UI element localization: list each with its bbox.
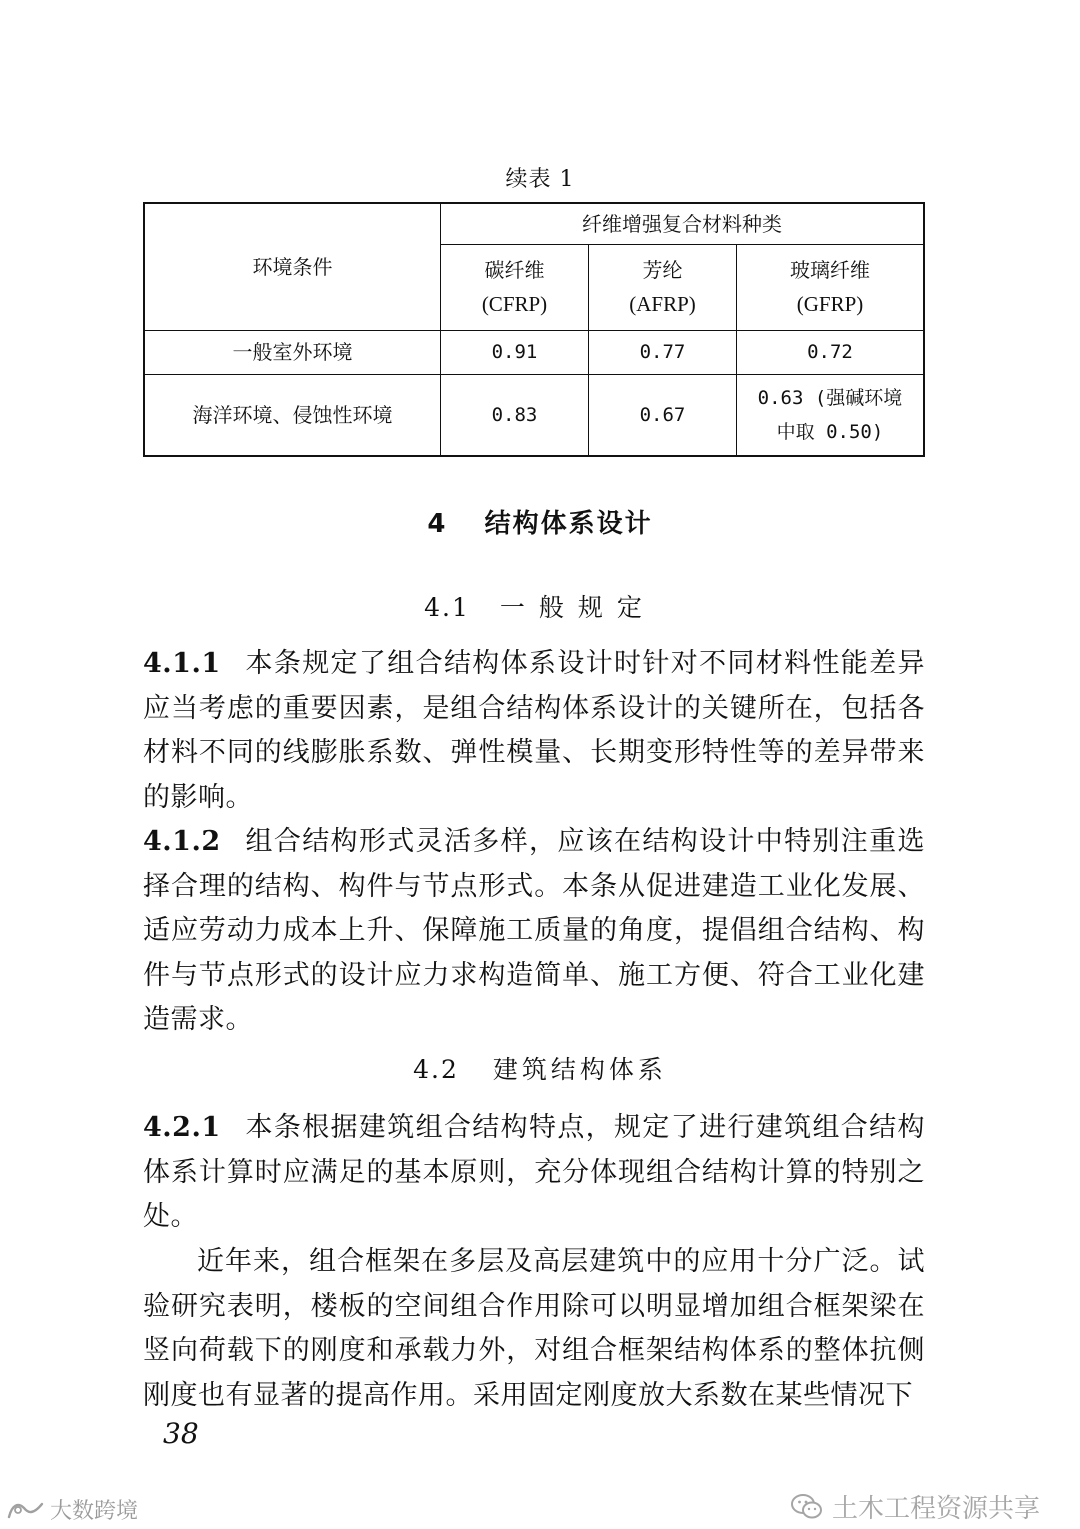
clause-number: 4.1.2 xyxy=(143,826,221,857)
clause-text: 本条规定了组合结构体系设计时针对不同材料性能差异应当考虑的重要因素，是组合结构体系设计的关键所在，包括各材料不同的线膨胀系数、弹性模量、长期变形特性等的差异带来的影响。 xyxy=(143,648,925,813)
watermark-right-text: 土木工程资源共享 xyxy=(832,1494,1041,1524)
table-row xyxy=(144,374,924,456)
row-value-afrp: 0.67 xyxy=(589,374,737,456)
wechat-icon xyxy=(790,1492,824,1522)
header-afrp xyxy=(589,244,737,330)
clause-4-1-1 xyxy=(143,642,925,820)
row-value-gfrp-main: 0.63 (强碱环境 xyxy=(757,386,903,409)
clause-number: 4.1.1 xyxy=(143,648,221,679)
clause-4-1-2 xyxy=(143,820,925,1043)
section-title: 一般规定 xyxy=(499,593,656,622)
section-heading-4-2 xyxy=(0,1050,1080,1086)
row-value-gfrp: 0.72 xyxy=(737,330,925,374)
table-caption: 续表 1 xyxy=(505,167,575,192)
paragraph-continuation: 近年来，组合框架在多层及高层建筑中的应用十分广泛。试验研究表明，楼板的空间组合作用除可以明显增加组合框架梁在竖向荷载下的刚度和承载力外，对组合框架结构体系的整体抗侧刚度也有显著的提高作用。采用固定刚度放大系数在某些情况下 xyxy=(143,1246,925,1411)
reduction-coefficient-table xyxy=(143,202,925,457)
section-number: 4.2 xyxy=(413,1055,459,1084)
header-afrp-code: (AFRP) xyxy=(629,292,696,316)
row-value-cfrp: 0.91 xyxy=(441,330,589,374)
row-value-afrp: 0.77 xyxy=(589,330,737,374)
header-gfrp-name: 玻璃纤维 xyxy=(790,258,870,282)
section-heading-4-1 xyxy=(0,588,1080,624)
clause-number: 4.2.1 xyxy=(143,1112,221,1143)
header-cfrp-code: (CFRP) xyxy=(481,292,548,316)
header-cfrp-name: 碳纤维 xyxy=(484,258,545,282)
clause-4-2-1 xyxy=(143,1106,925,1240)
header-afrp-name: 芳纶 xyxy=(642,258,683,282)
row-value-gfrp-note: 中取 0.50) xyxy=(776,420,884,443)
header-environment: 环境条件 xyxy=(144,203,441,330)
row-environment: 海洋环境、侵蚀性环境 xyxy=(144,374,441,456)
watermark-left-text: 大数跨境 xyxy=(50,1499,139,1524)
watermark-right xyxy=(790,1488,1040,1525)
row-value-gfrp xyxy=(737,374,925,456)
header-gfrp xyxy=(737,244,925,330)
table-row xyxy=(144,330,924,374)
header-gfrp-code: (GFRP) xyxy=(796,292,864,316)
clause-text: 组合结构形式灵活多样，应该在结构设计中特别注重选择合理的结构、构件与节点形式。本条从促进建造工业化发展、适应劳动力成本上升、保障施工质量的角度，提倡组合结构、构件与节点形式的设计应力求构造简单、施工方便、符合工业化建造需求。 xyxy=(143,826,925,1035)
clause-text: 本条根据建筑组合结构特点，规定了进行建筑组合结构体系计算时应满足的基本原则，充分体现组合结构计算的特别之处。 xyxy=(143,1112,925,1232)
chapter-title: 结构体系设计 xyxy=(484,509,653,539)
row-value-cfrp: 0.83 xyxy=(441,374,589,456)
chapter-heading xyxy=(0,503,1080,540)
watermark-left xyxy=(6,1494,138,1525)
chapter-number: 4 xyxy=(427,509,448,539)
header-cfrp xyxy=(441,244,589,330)
row-environment: 一般室外环境 xyxy=(144,330,441,374)
section-title: 建筑结构体系 xyxy=(492,1055,667,1084)
section-number: 4.1 xyxy=(424,593,470,622)
brand-logo-icon xyxy=(6,1499,46,1521)
page-number: 38 xyxy=(163,1417,199,1450)
header-material-group: 纤维增强复合材料种类 xyxy=(441,203,925,244)
